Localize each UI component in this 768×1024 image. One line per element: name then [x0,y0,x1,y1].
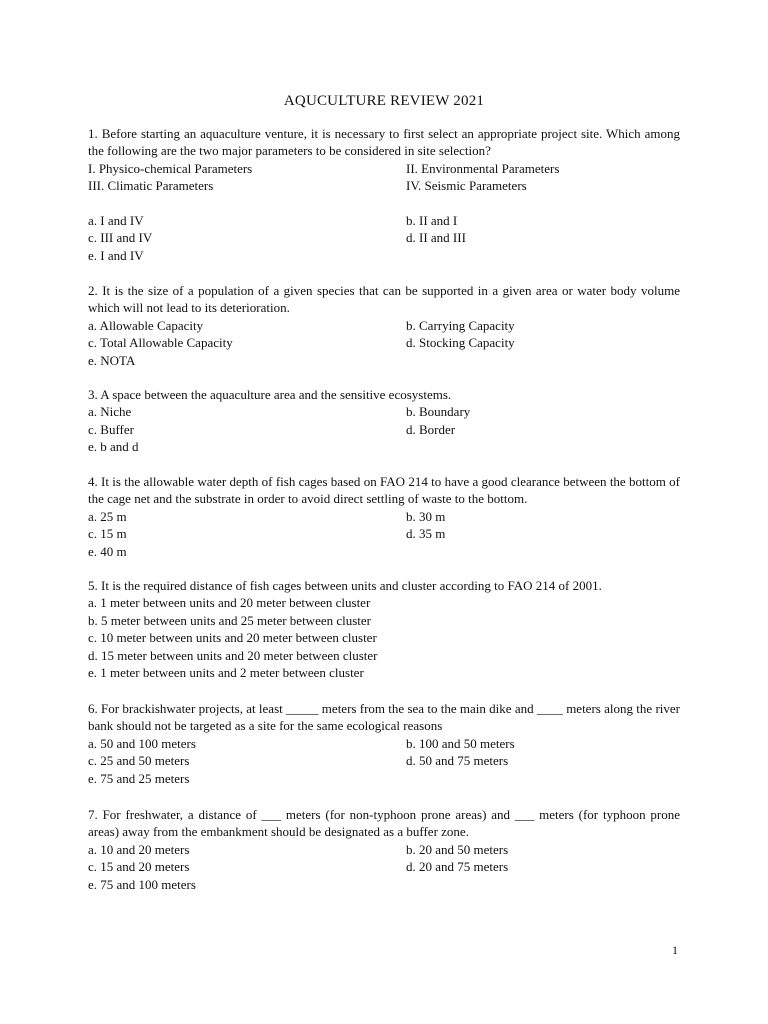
choice: d. II and III [406,230,466,246]
parameter-row [88,177,680,194]
choice: c. 15 and 20 meters [88,859,190,875]
choice: e. b and d [88,439,139,455]
choice: e. 40 m [88,543,127,559]
page-number: 1 [672,943,678,957]
choice-row [88,229,680,246]
choice: a. 25 m [88,508,127,524]
question-2 [88,282,680,369]
choice: b. Boundary [406,404,471,420]
parameter-item: I. Physico-chemical Parameters [88,160,253,176]
choice: b. II and I [406,212,458,228]
question-stem: 5. It is the required distance of fish cages between units and cluster according to FAO 214 of 2001. [88,578,602,593]
document-page [88,0,680,1024]
choice-row [88,334,680,351]
choice: c. III and IV [88,230,153,246]
question-stem: 3. A space between the aquaculture area and the sensitive ecosystems. [88,387,452,402]
choice-row [88,212,680,229]
choice: d. Border [406,421,456,437]
page-title: AQUCULTURE REVIEW 2021 [283,93,485,109]
question-stem: 1. Before starting an aquaculture venture, it is necessary to first select an appropriate project site. Which among the following are the two major parameters to be considered in site selection? [88,126,680,159]
question-stem: 6. For brackishwater projects, at least _____ meters from the sea to the main dike and ____ meters along the river bank should not be targeted as a site for the same ecological reasons [88,701,680,734]
parameter-item: II. Environmental Parameters [406,160,560,176]
parameter-item: IV. Seismic Parameters [406,178,527,194]
question-4 [88,473,680,560]
choice: b. Carrying Capacity [406,317,515,333]
question-6 [88,700,680,787]
choice-row [88,421,680,438]
question-3 [88,386,680,456]
choice-row [88,735,680,752]
question-stem: 7. For freshwater, a distance of ___ meters (for non-typhoon prone areas) and ___ meters (for typhoon prone areas) away from the embankment should be designated as a buffer zone. [88,807,680,840]
choice: e. 75 and 25 meters [88,770,190,786]
question-stem: 4. It is the allowable water depth of fish cages based on FAO 214 to have a good clearance between the bottom of the cage net and the substrate in order to avoid direct settling of waste to the bottom. [88,474,680,507]
question-7 [88,806,680,893]
choice: d. 35 m [406,526,446,542]
choice: c. Total Allowable Capacity [88,335,233,351]
question-stem: 2. It is the size of a population of a given species that can be supported in a given area or water body volume which will not lead to its deterioration. [88,283,680,316]
choice: e. 75 and 100 meters [88,876,196,892]
choice: d. 20 and 75 meters [406,859,509,875]
choice: d. Stocking Capacity [406,335,515,351]
choice: e. 1 meter between units and 2 meter between cluster [88,664,364,680]
choice: b. 30 m [406,508,446,524]
choice: d. 50 and 75 meters [406,753,509,769]
parameter-item: III. Climatic Parameters [88,178,214,194]
choice-row [88,317,680,334]
choice: b. 100 and 50 meters [406,735,515,751]
choice: a. I and IV [88,212,144,228]
choice: c. Buffer [88,421,134,437]
choice: a. 50 and 100 meters [88,735,196,751]
choice: d. 15 meter between units and 20 meter between cluster [88,647,378,663]
choice-row [88,403,680,420]
choice: a. 10 and 20 meters [88,841,190,857]
choice: b. 5 meter between units and 25 meter between cluster [88,612,372,628]
choice: a. Allowable Capacity [88,317,204,333]
choice: a. Niche [88,404,132,420]
choice: c. 10 meter between units and 20 meter between cluster [88,630,377,646]
choice-row [88,752,680,769]
choice-row [88,841,680,858]
question-5 [88,577,680,681]
choice: e. I and IV [88,247,144,263]
choice: e. NOTA [88,352,136,368]
choice: a. 1 meter between units and 20 meter between cluster [88,595,371,611]
choice-row [88,858,680,875]
choice: c. 25 and 50 meters [88,753,190,769]
choice: b. 20 and 50 meters [406,841,509,857]
choice: c. 15 m [88,526,127,542]
question-1 [88,125,680,264]
choice-row [88,525,680,542]
choice-row [88,508,680,525]
parameter-row [88,160,680,177]
